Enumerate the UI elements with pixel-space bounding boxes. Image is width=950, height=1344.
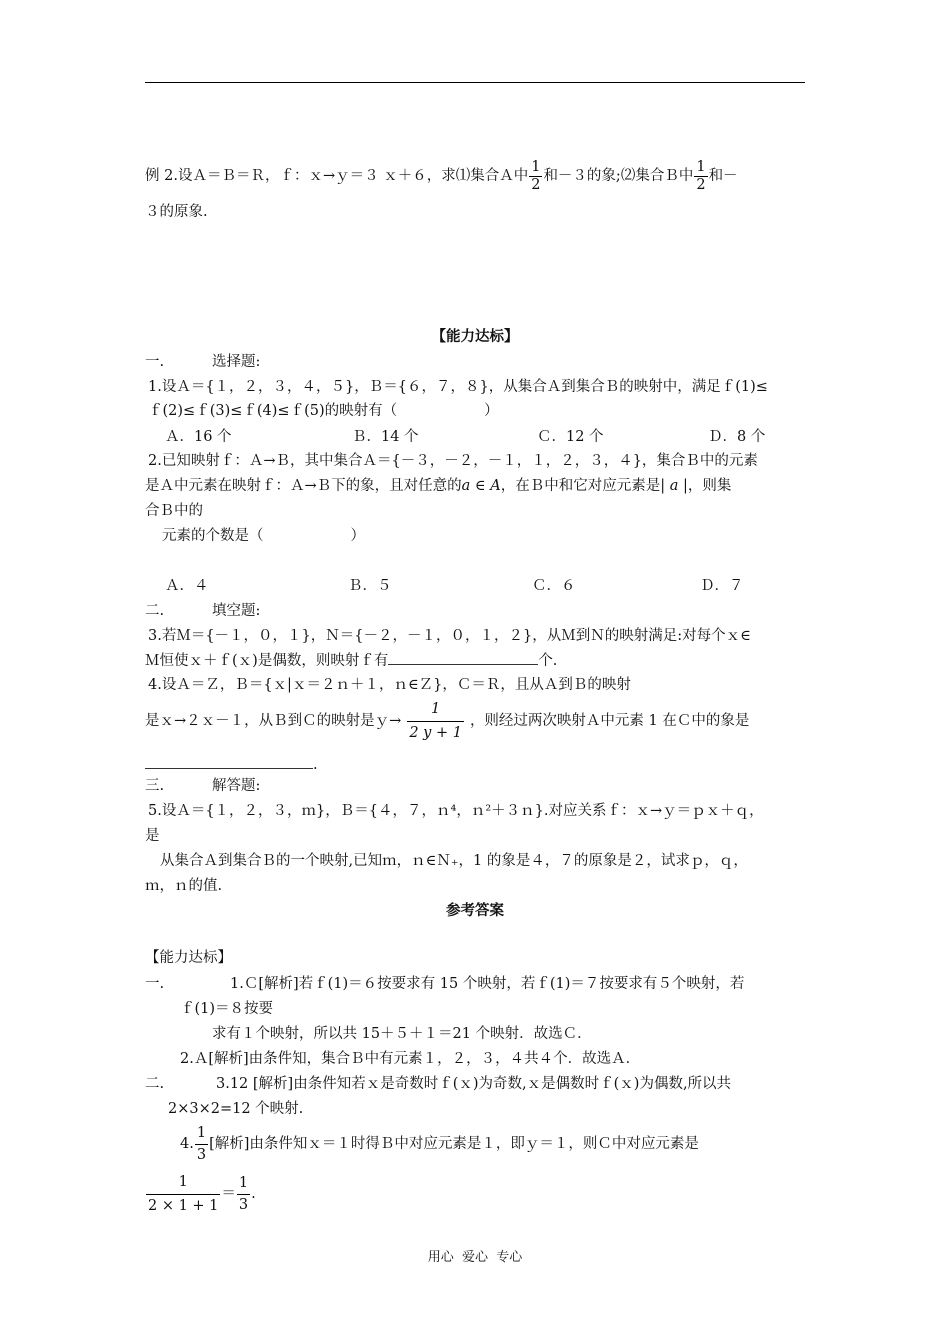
answers-heading: 【能力达标】 [145, 950, 232, 966]
question-5-line3: 从集合Ａ到集合Ｂ的一个映射,已知ｍ，ｎ∈Ｎ₊，1 的象是４，７的原象是２，试求ｐ，ｑ， [160, 853, 748, 869]
section-solve-title: 解答题: [212, 778, 261, 794]
fraction-one-half: $\frac{1}{2}$ [696, 159, 706, 193]
section-choice-number: 一. [145, 354, 165, 370]
question-1-line2: ｆ(2)≤ｆ(3)≤ｆ(4)≤ｆ(5)的映射有（ ） [148, 403, 499, 419]
question-5-line2: 是 [145, 828, 160, 844]
answer-blank [145, 754, 313, 769]
question-5-line1: 5.设Ａ＝{１，２，３，ｍ}，Ｂ＝{４，７，ｎ⁴，ｎ²＋３ｎ}.对应关系ｆ：ｘ→ｙ＝ｐｘ＋ｑ， [148, 803, 764, 819]
section-heading-ability: 【能力达标】 [431, 328, 519, 345]
answer-3-line1: 3.12 [解析]由条件知若ｘ是奇数时ｆ(ｘ)为奇数,ｘ是偶数时ｆ(ｘ)为偶数,所以共 [216, 1076, 732, 1092]
question-1-option-c: Ｃ．12 个 [537, 429, 604, 445]
question-3-line2: Ｍ恒使ｘ＋ｆ(ｘ)是偶数，则映射ｆ有 个. [145, 650, 557, 671]
question-2-line1: 2.已知映射ｆ：Ａ→Ｂ，其中集合Ａ＝{－３，－２，－１，１，２，３，４}，集合Ｂ中的元素 [148, 453, 758, 469]
question-4-line3: . [145, 754, 318, 775]
question-2-line3: 合Ｂ中的 [145, 503, 203, 519]
question-1-option-a: Ａ．16 个 [165, 429, 232, 445]
question-4-line2: 是ｘ→２ｘ－１，从Ｂ到Ｃ的映射是ｙ→ $\frac{1}{2 y + 1}$ ，则经过两次映射Ａ中元素 1 在Ｃ中的象是 [145, 701, 750, 741]
question-2-option-a: Ａ．４ [165, 578, 209, 594]
fraction-one-third: $\frac{1}{3}$ [196, 1125, 207, 1163]
question-1-line1: 1.设Ａ＝{１，２，３，４，５}，Ｂ＝{６，７，８}，从集合Ａ到集合Ｂ的映射中，满足ｆ(1)≤ [148, 379, 768, 395]
fraction-one-third: $\frac{1}{3}$ [238, 1175, 249, 1213]
answer-blank [388, 650, 538, 665]
question-2-option-b: Ｂ．５ [348, 578, 392, 594]
question-2-option-d: Ｄ．７ [700, 578, 744, 594]
answers-title: 参考答案 [446, 902, 504, 919]
question-2-line2: 是Ａ中元素在映射ｆ：Ａ→Ｂ下的象，且对任意的a ∈ A，在Ｂ中和它对应元素是| a |，则集 [145, 478, 732, 494]
section-fill-title: 填空题: [212, 603, 261, 619]
header-rule [145, 82, 805, 83]
answer-2-line1: 2.Ａ[解析]由条件知，集合Ｂ中有元素１，２，３，４共４个．故选Ａ． [180, 1051, 641, 1067]
answers-section2-number: 二. [145, 1076, 165, 1092]
question-5-line4: ｍ，ｎ的值. [145, 878, 223, 894]
example2-line2: ３的原象. [145, 204, 208, 220]
answer-1-line1: 1.Ｃ[解析]若ｆ(1)＝６按要求有 15 个映射，若ｆ(1)＝７按要求有５个映射，若 [230, 976, 745, 992]
question-2-option-c: Ｃ．６ [532, 578, 576, 594]
answer-4-line1: 4. $\frac{1}{3}$ [解析]由条件知ｘ＝１时得Ｂ中对应元素是１，即ｙ＝１，则Ｃ中对应元素是 [180, 1125, 699, 1163]
answer-3-line2: 2×3×2=12 个映射. [168, 1101, 304, 1117]
section-fill-number: 二. [145, 603, 165, 619]
section-choice-title: 选择题: [212, 354, 261, 370]
fraction-one-half: $\frac{1}{2}$ [531, 159, 541, 193]
question-2-line4: 元素的个数是（ ） [162, 528, 365, 544]
math-a-in-A: a ∈ A [461, 478, 501, 494]
answers-section1-number: 一. [145, 976, 165, 992]
question-1-option-d: Ｄ．8 个 [708, 429, 766, 445]
answer-1-line2: ｆ(1)＝８按要 [180, 1001, 274, 1017]
question-3-line1: 3.若Ｍ＝{－１，０，１}，Ｎ＝{－２，－１，０，１，２}，从Ｍ到Ｎ的映射满足:对每个ｘ∈ [148, 628, 751, 644]
page-footer: 用心 爱心 专心 [427, 1250, 523, 1265]
question-4-line1: 4.设Ａ＝Ｚ，Ｂ＝{ｘ|ｘ＝２ｎ＋１，ｎ∈Ｚ}，Ｃ＝Ｒ，且从Ａ到Ｂ的映射 [148, 677, 631, 693]
question-1-option-b: Ｂ．14 个 [352, 429, 419, 445]
answer-1-line3: 求有１个映射，所以共 15＋５＋１＝21 个映射．故选Ｃ． [212, 1026, 592, 1042]
section-solve-number: 三. [145, 778, 165, 794]
answer-4-equation: $\frac{1}{2 \times 1 + 1}$ ＝ $\frac{1}{3}$ . [148, 1174, 256, 1214]
fraction-1-over-2x1-plus-1: $\frac{1}{2 \times 1 + 1}$ [148, 1174, 219, 1214]
fraction-1-over-2y-plus-1: $\frac{1}{2 y + 1}$ [409, 701, 462, 741]
math-abs-a: | a | [660, 478, 688, 494]
example2-line1: 例 2.设Ａ＝Ｂ＝Ｒ，ｆ：ｘ→ｙ＝３ ｘ＋６，求⑴集合Ａ中 $\frac{1}{2}$ 和－３的象;⑵集合Ｂ中 $\frac{1}{2}$ 和－ [145, 159, 738, 193]
